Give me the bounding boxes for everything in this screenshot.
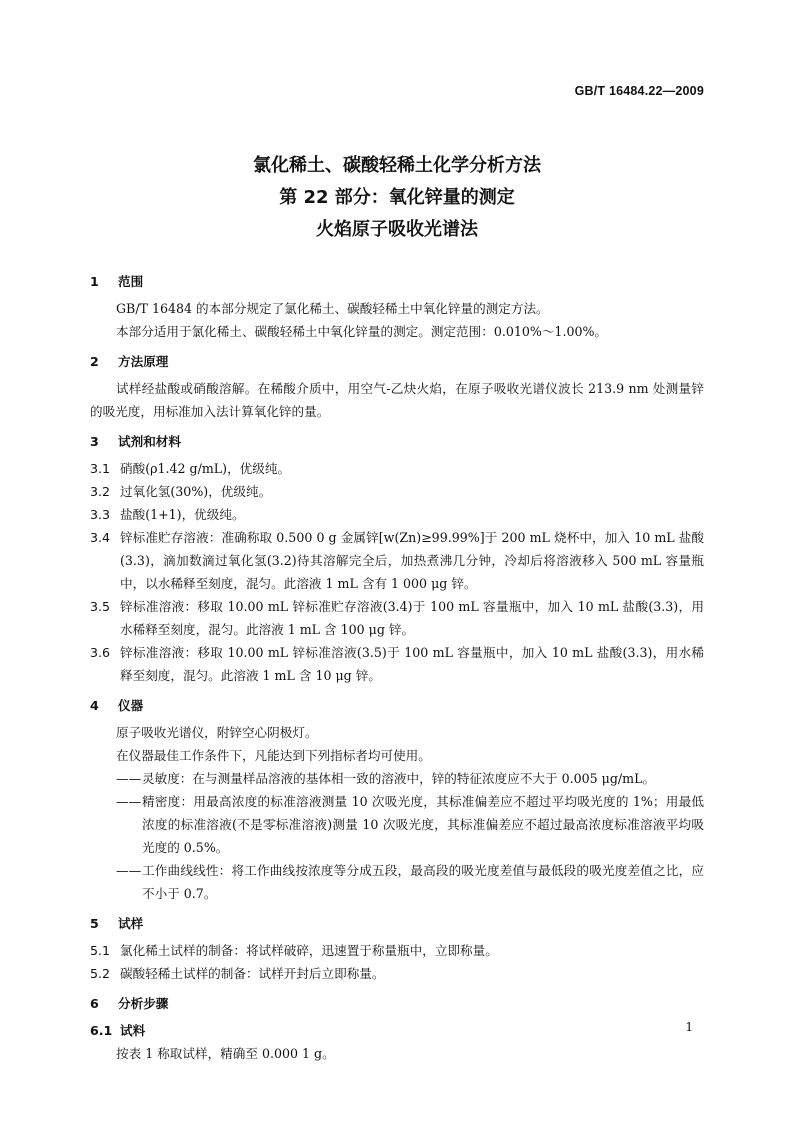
title-line-2: 第 22 部分：氧化锌量的测定 — [279, 187, 515, 208]
paragraph: 本部分适用于氯化稀土、碳酸轻稀土中氧化锌量的测定。测定范围：0.010%～1.00%。 — [116, 324, 608, 339]
paragraph: 在仪器最佳工作条件下，凡能达到下列指标者均可使用。 — [116, 748, 431, 763]
paragraph: 试样经盐酸或硝酸溶解。在稀酸介质中，用空气-乙炔火焰，在原子吸收光谱仪波长 213.9 nm 处测量锌的吸光度，用标准加入法计算氧化锌的量。 — [90, 381, 704, 419]
section-heading-1: 1 范围 — [90, 274, 144, 289]
clause-item: 3.5 锌标准溶液：移取 10.00 mL 锌标准贮存溶液(3.4)于 100 mL 容量瓶中，加入 10 mL 盐酸(3.3)，用水稀释至刻度，混匀。此溶液 1 mL 含 100 μg 锌。 — [90, 599, 704, 637]
page-number: 1 — [685, 1020, 693, 1034]
standard-number: GB/T 16484.22—2009 — [574, 84, 704, 98]
section-heading-4: 4 仪器 — [90, 698, 144, 713]
title-line-3: 火焰原子吸收光谱法 — [316, 219, 478, 240]
clause-item: 3.6 锌标准溶液：移取 10.00 mL 锌标准溶液(3.5)于 100 mL 容量瓶中，加入 10 mL 盐酸(3.3)，用水稀释至刻度，混匀。此溶液 1 mL 含 10 μg 锌。 — [90, 645, 704, 683]
clause-item: 5.2 碳酸轻稀土试样的制备：试样开封后立即称量。 — [90, 966, 385, 981]
document-body — [90, 270, 704, 1065]
section-heading-6: 6 分析步骤 — [90, 996, 169, 1011]
paragraph: 按表 1 称取试样，精确至 0.000 1 g。 — [116, 1046, 335, 1061]
dash-list-item: —— 精密度：用最高浓度的标准溶液测量 10 次吸光度，其标准偏差应不超过平均吸光度的 1%；用最低浓度的标准溶液(不是零标准溶液)测量 10 次吸光度，其标准偏差应不超过最高浓度标准溶液平均吸光度的 0.5%。 — [116, 794, 704, 855]
clause-item: 3.4 锌标准贮存溶液：准确称取 0.500 0 g 金属锌[w(Zn)≥99.99%]于 200 mL 烧杯中，加入 10 mL 盐酸(3.3)，滴加数滴过氧化氢(3.2)待其溶解完全后，加热煮沸几分钟，冷却后将溶液移入 500 mL 容量瓶中，以水稀释至刻度，混匀。此溶液 1 mL 含有 1 000 μg 锌。 — [90, 530, 704, 591]
dash-list-item: —— 灵敏度：在与测量样品溶液的基体相一致的溶液中，锌的特征浓度应不大于 0.005 μg/mL。 — [116, 771, 656, 786]
clause-item: 3.2 过氧化氢(30%)，优级纯。 — [90, 484, 272, 499]
paragraph: GB/T 16484 的本部分规定了氯化稀土、碳酸轻稀土中氧化锌量的测定方法。 — [116, 301, 549, 316]
paragraph: 原子吸收光谱仪，附锌空心阴极灯。 — [116, 725, 318, 740]
section-heading-3: 3 试剂和材料 — [90, 434, 181, 449]
clause-item: 3.3 盐酸(1+1)，优级纯。 — [90, 507, 245, 522]
clause-item: 5.1 氯化稀土试样的制备：将试样破碎，迅速置于称量瓶中，立即称量。 — [90, 943, 498, 958]
clause-item: 3.1 硝酸(ρ1.42 g/mL)，优级纯。 — [90, 461, 291, 476]
subsection-heading-6-1: 6.1 试料 — [90, 1023, 146, 1038]
title-line-1: 氯化稀土、碳酸轻稀土化学分析方法 — [253, 155, 541, 176]
section-heading-2: 2 方法原理 — [90, 354, 169, 369]
section-heading-5: 5 试样 — [90, 916, 144, 931]
document-title — [0, 150, 794, 246]
dash-list-item: —— 工作曲线线性：将工作曲线按浓度等分成五段，最高段的吸光度差值与最低段的吸光度差值之比，应不小于 0.7。 — [116, 863, 704, 901]
